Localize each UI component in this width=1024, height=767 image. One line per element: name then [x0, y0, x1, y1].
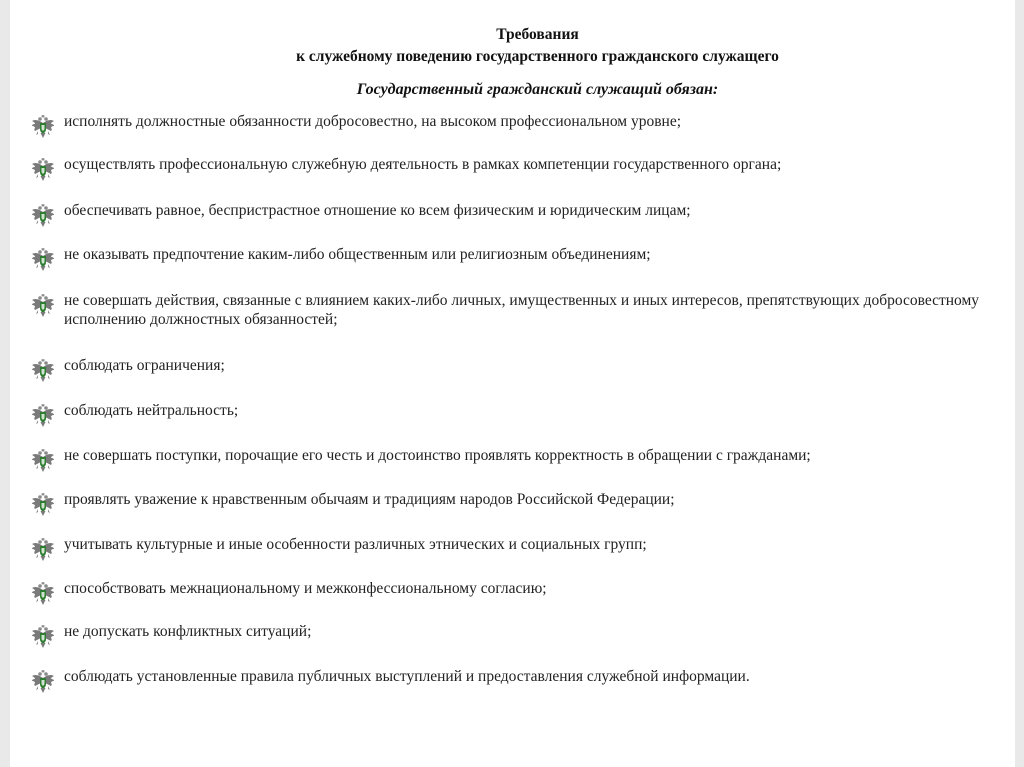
- list-item: [30, 490, 990, 530]
- list-item: [30, 245, 990, 285]
- list-item-text: осуществлять профессиональную служебную деятельность в рамках компетенции государственного органа;: [64, 156, 782, 173]
- emblem-icon: [30, 669, 56, 695]
- emblem-icon: [30, 624, 56, 650]
- emblem-icon: [30, 203, 56, 229]
- list-item-text: проявлять уважение к нравственным обычаям и традициям народов Российской Федерации;: [64, 491, 675, 508]
- list-item: [30, 201, 990, 241]
- list-item-text: исполнять должностные обязанности добросовестно, на высоком профессиональном уровне;: [64, 113, 682, 130]
- document-subtitle: Государственный гражданский служащий обязан:: [356, 81, 719, 98]
- emblem-icon: [30, 448, 56, 474]
- list-item-text: обеспечивать равное, беспристрастное отношение ко всем физическим и юридическим лицам;: [64, 202, 691, 219]
- list-item: [30, 535, 990, 575]
- list-item-text: учитывать культурные и иные особенности различных этнических и социальных групп;: [64, 536, 647, 553]
- emblem-icon: [30, 293, 56, 319]
- list-item: [30, 401, 990, 441]
- list-item: [30, 155, 990, 195]
- list-item: [30, 356, 990, 396]
- list-item-text: не допускать конфликтных ситуаций;: [64, 623, 312, 640]
- list-item: [30, 291, 990, 331]
- document-title-line2: к служебному поведению государственного гражданского служащего: [296, 48, 779, 65]
- list-item-text: не оказывать предпочтение каким-либо общественным или религиозным объединениям;: [64, 246, 651, 263]
- emblem-icon: [30, 247, 56, 273]
- emblem-icon: [30, 492, 56, 518]
- emblem-icon: [30, 581, 56, 607]
- list-item: [30, 622, 990, 662]
- slide-page: [10, 0, 1015, 767]
- list-item-text: не совершать поступки, порочащие его честь и достоинство проявлять корректность в обращении с гражданами;: [64, 447, 811, 464]
- list-item: [30, 446, 990, 486]
- list-item-text: соблюдать нейтральность;: [64, 402, 239, 419]
- emblem-icon: [30, 403, 56, 429]
- list-item-text: способствовать межнациональному и межконфессиональному согласию;: [64, 580, 547, 597]
- document-title: Требования: [496, 26, 579, 43]
- emblem-icon: [30, 358, 56, 384]
- emblem-icon: [30, 537, 56, 563]
- list-item-text: соблюдать установленные правила публичных выступлений и предоставления служебной информации.: [64, 668, 750, 685]
- list-item: [30, 579, 990, 619]
- list-item: [30, 667, 990, 707]
- list-item-text: соблюдать ограничения;: [64, 357, 225, 374]
- emblem-icon: [30, 114, 56, 140]
- list-item: [30, 112, 990, 152]
- list-item-text: не совершать действия, связанные с влиянием каких-либо личных, имущественных и иных интересов, препятствующих добросовестному исполнению должностных обязанностей;: [64, 292, 980, 328]
- emblem-icon: [30, 157, 56, 183]
